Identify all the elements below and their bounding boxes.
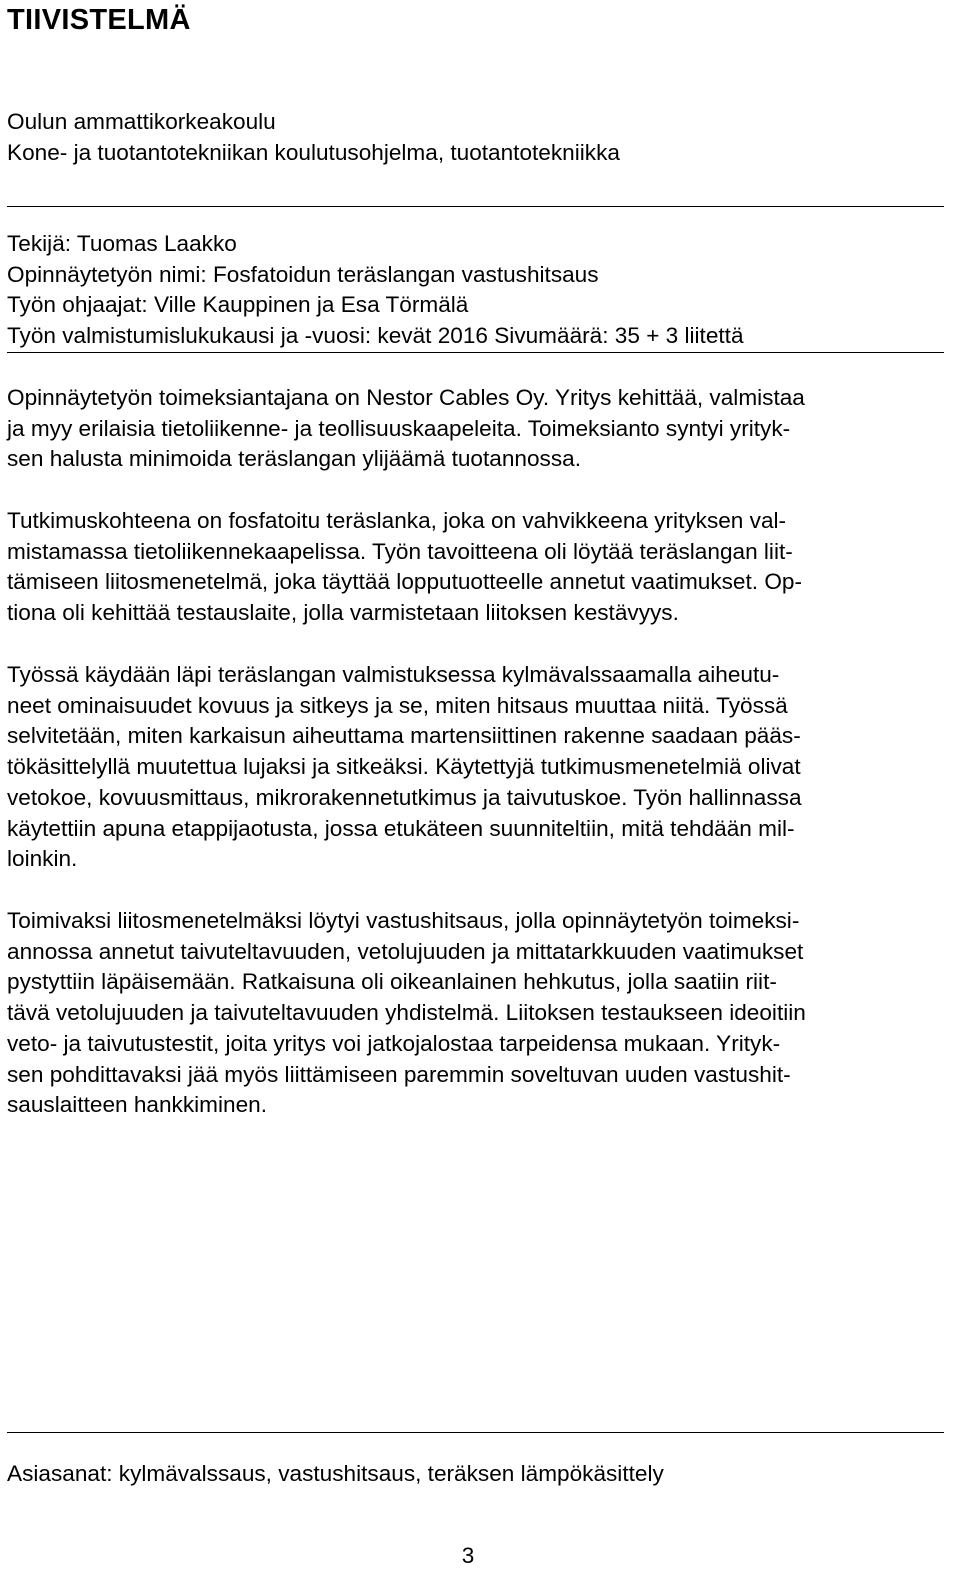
paragraph-line: vetokoe, kovuusmittaus, mikrorakennetutkimus ja taivutuskoe. Työn hallinnassa <box>7 784 802 810</box>
divider-top <box>7 206 944 207</box>
institution-name: Oulun ammattikorkeakoulu <box>7 109 276 134</box>
abstract-paragraph-2 <box>7 506 953 629</box>
paragraph-line: neet ominaisuudet kovuus ja sitkeys ja se, miten hitsaus muuttaa niitä. Työssä <box>7 692 788 718</box>
divider-bottom <box>7 1432 944 1433</box>
divider-info <box>7 352 944 353</box>
paragraph-line: sauslaitteen hankkiminen. <box>7 1092 267 1118</box>
completion-line: Työn valmistumislukukausi ja -vuosi: kevät 2016 Sivumäärä: 35 + 3 liitettä <box>7 323 744 349</box>
paragraph-line: selvitetään, miten karkaisun aiheuttama martensiittinen rakenne saadaan pääs- <box>7 723 801 749</box>
paragraph-line: ja myy erilaisia tietoliikenne- ja teollisuuskaapeleita. Toimeksianto syntyi yrityk- <box>7 415 791 441</box>
paragraph-line: loinkin. <box>7 846 78 872</box>
paragraph-line: sen pohdittavaksi jää myös liittämiseen paremmin soveltuvan uuden vastushit- <box>7 1061 791 1087</box>
paragraph-line: veto- ja taivutustestit, joita yritys voi jatkojalostaa tarpeidensa mukaan. Yrityk- <box>7 1030 781 1056</box>
paragraph-line: Työssä käydään läpi teräslangan valmistuksessa kylmävalssaamalla aiheutu- <box>7 662 780 687</box>
paragraph-line: annossa annetut taivuteltavuuden, vetolujuuden ja mittatarkkuuden vaatimukset <box>7 938 804 964</box>
paragraph-line: Tutkimuskohteena on fosfatoitu teräslanka, joka on vahvikkeena yrityksen val- <box>7 508 787 533</box>
paragraph-line: pystyttiin läpäisemään. Ratkaisuna oli oikeanlainen hehkutus, jolla saatiin riit- <box>7 969 777 995</box>
supervisors-line: Työn ohjaajat: Ville Kauppinen ja Esa Törmälä <box>7 292 469 318</box>
paragraph-line: tävä vetolujuuden ja taivuteltavuuden yhdistelmä. Liitoksen testaukseen ideoitiin <box>7 1000 806 1026</box>
page-title: TIIVISTELMÄ <box>7 4 191 36</box>
paragraph-line: Toimivaksi liitosmenetelmäksi löytyi vastushitsaus, jolla opinnäytetyön toimeksi- <box>7 908 800 933</box>
paragraph-line: tämiseen liitosmenetelmä, joka täyttää lopputuotteelle annetut vaatimukset. Op- <box>7 569 802 595</box>
keywords-line: Asiasanat: kylmävalssaus, vastushitsaus, teräksen lämpökäsittely <box>7 1461 664 1486</box>
abstract-paragraph-3 <box>7 660 953 875</box>
thesis-info-block <box>7 229 953 352</box>
thesis-title-line: Opinnäytetyön nimi: Fosfatoidun teräslangan vastushitsaus <box>7 261 599 287</box>
abstract-paragraph-4 <box>7 906 953 1121</box>
paragraph-line: Opinnäytetyön toimeksiantajana on Nestor Cables Oy. Yritys kehittää, valmistaa <box>7 385 805 410</box>
paragraph-line: tiona oli kehittää testauslaite, jolla varmistetaan liitoksen kestävyys. <box>7 600 679 626</box>
abstract-paragraph-1 <box>7 383 953 475</box>
paragraph-line: käytettiin apuna etappijaotusta, jossa etukäteen suunniteltiin, mitä tehdään mil- <box>7 815 795 841</box>
institution-block <box>7 107 953 168</box>
paragraph-line: tökäsittelyllä muutettua lujaksi ja sitkeäksi. Käytettyjä tutkimusmenetelmiä olivat <box>7 754 801 780</box>
paragraph-line: sen halusta minimoida teräslangan ylijäämä tuotannossa. <box>7 446 581 472</box>
page-number: 3 <box>461 1543 475 1568</box>
paragraph-line: mistamassa tietoliikennekaapelissa. Työn tavoitteena oli löytää teräslangan liit- <box>7 538 793 564</box>
degree-programme: Kone- ja tuotantotekniikan koulutusohjelma, tuotantotekniikka <box>7 139 620 165</box>
author-line: Tekijä: Tuomas Laakko <box>7 231 237 256</box>
